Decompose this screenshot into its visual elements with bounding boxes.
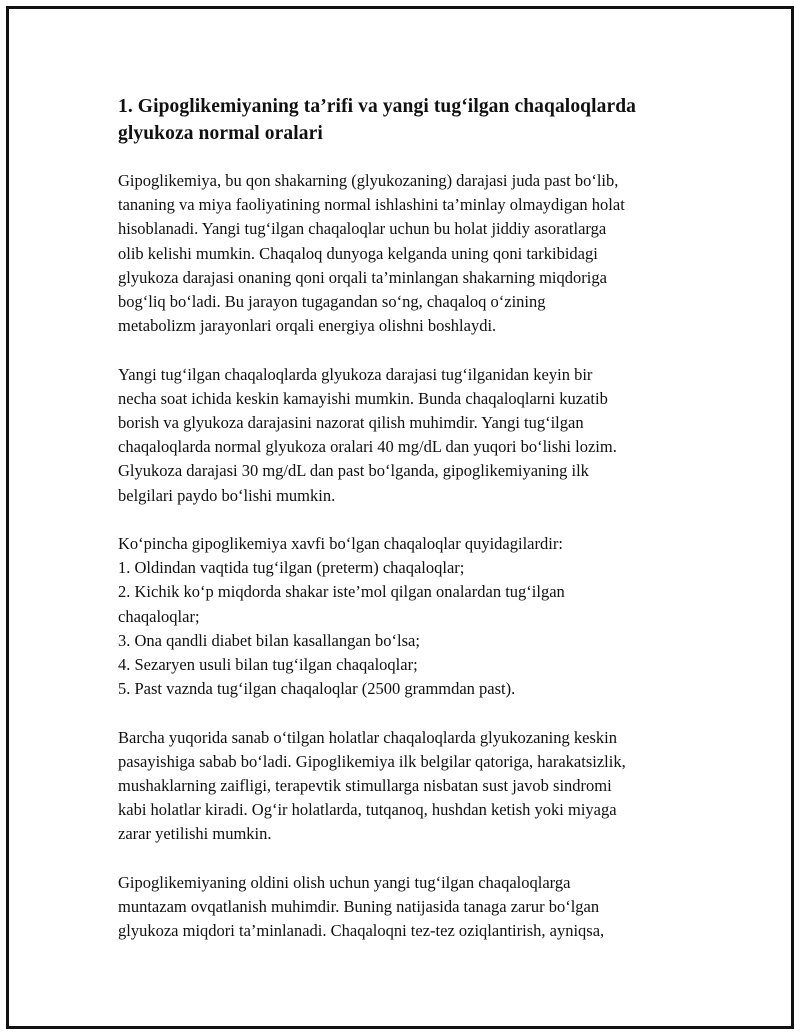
text-line: Gipoglikemiyaning oldini olish uchun yangi tug‘ilgan chaqaloqlarga	[118, 872, 571, 892]
text-line: Gipoglikemiya, bu qon shakarning (glyukozaning) darajasi juda past bo‘lib,	[118, 171, 619, 190]
paragraph-normal-ranges	[118, 363, 678, 508]
text-line: hisoblanadi. Yangi tug‘ilgan chaqaloqlar uchun bu holat jiddiy asoratlarga	[118, 219, 607, 239]
text-line: Barcha yuqorida sanab o‘tilgan holatlar chaqaloqlarda glyukozaning keskin	[118, 727, 617, 747]
paragraph-risk-list	[118, 532, 678, 701]
text-line: bog‘liq bo‘ladi. Bu jarayon tugagandan so‘ng, chaqaloq o‘zining	[118, 292, 546, 312]
text-line: olib kelishi mumkin. Chaqaloq dunyoga kelganda uning qoni tarkibidagi	[118, 243, 598, 263]
list-item: 3. Ona qandli diabet bilan kasallangan bo‘lsa;	[118, 630, 420, 650]
text-line: tananing va miya faoliyatining normal ishlashini ta’minlay olmaydigan holat	[118, 195, 625, 215]
section-heading	[118, 93, 678, 147]
text-line: muntazam ovqatlanish muhimdir. Buning natijasida tanaga zarur bo‘lgan	[118, 897, 600, 917]
text-line: glyukoza darajasi onaning qoni orqali ta’minlangan shakarning miqdoriga	[118, 267, 607, 287]
text-line: metabolizm jarayonlari orqali energiya olishni boshlaydi.	[118, 316, 497, 336]
text-line: kabi holatlar kiradi. Og‘ir holatlarda, tutqanoq, hushdan ketish yoki miyaga	[118, 800, 617, 820]
list-item: 4. Sezaryen usuli bilan tug‘ilgan chaqaloqlar;	[118, 655, 418, 675]
heading-line: glyukoza normal oralari	[118, 123, 323, 144]
text-line: zarar yetilishi mumkin.	[118, 824, 272, 844]
text-line: mushaklarning zaifligi, terapevtik stimullarga nisbatan sust javob sindromi	[118, 776, 612, 796]
list-item: 5. Past vaznda tug‘ilgan chaqaloqlar (2500 grammdan past).	[118, 679, 516, 699]
heading-line: 1. Gipoglikemiyaning ta’rifi va yangi tug‘ilgan chaqaloqlarda	[118, 96, 637, 117]
text-line: pasayishiga sabab bo‘ladi. Gipoglikemiya ilk belgilar qatoriga, harakatsizlik,	[118, 751, 626, 771]
paragraph-symptoms	[118, 726, 678, 847]
text-line: glyukoza miqdori ta’minlanadi. Chaqaloqni tez-tez oziqlantirish, ayniqsa,	[118, 921, 605, 941]
text-line: Glyukoza darajasi 30 mg/dL dan past bo‘lganda, gipoglikemiyaning ilk	[118, 461, 589, 481]
text-line: Yangi tug‘ilgan chaqaloqlarda glyukoza darajasi tug‘ilganidan keyin bir	[118, 364, 593, 384]
text-line: Ko‘pincha gipoglikemiya xavfi bo‘lgan chaqaloqlar quyidagilardir:	[118, 534, 563, 554]
list-item: 1. Oldindan vaqtida tug‘ilgan (preterm) chaqaloqlar;	[118, 558, 465, 578]
list-item: chaqaloqlar;	[118, 606, 200, 626]
text-line: chaqaloqlarda normal glyukoza oralari 40 mg/dL dan yuqori bo‘lishi lozim.	[118, 437, 617, 457]
document-body	[118, 93, 678, 968]
text-line: borish va glyukoza darajasini nazorat qilish muhimdir. Yangi tug‘ilgan	[118, 413, 584, 433]
text-line: belgilari paydo bo‘lishi mumkin.	[118, 485, 336, 505]
paragraph-definition	[118, 169, 678, 338]
text-line: necha soat ichida keskin kamayishi mumkin. Bunda chaqaloqlarni kuzatib	[118, 388, 608, 408]
list-item: 2. Kichik ko‘p miqdorda shakar iste’mol qilgan onalardan tug‘ilgan	[118, 582, 565, 602]
paragraph-prevention	[118, 871, 678, 944]
